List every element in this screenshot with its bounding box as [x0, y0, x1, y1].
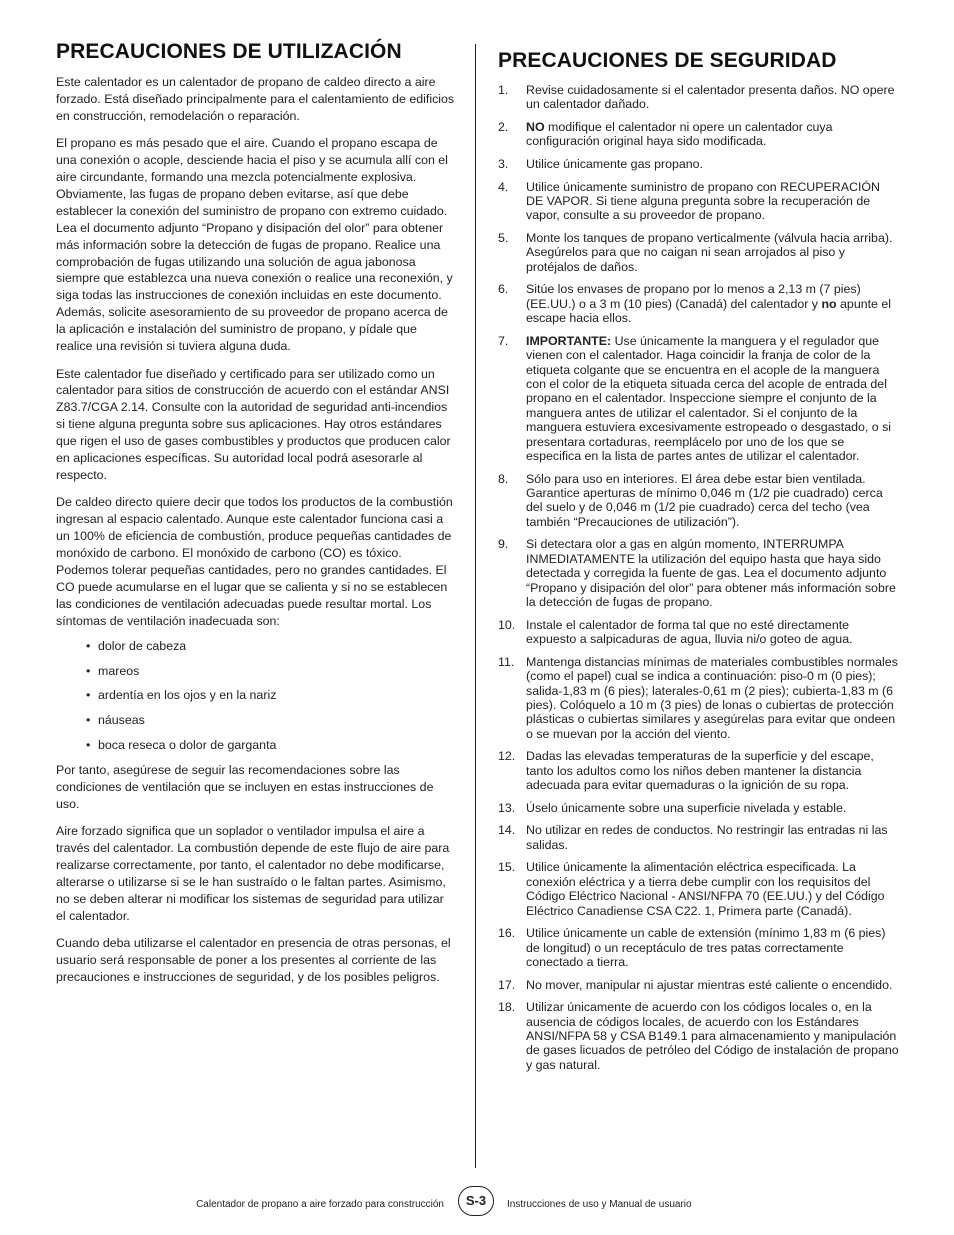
list-item: 3. Utilice únicamente gas propano. — [498, 157, 704, 171]
symptom-list — [56, 638, 456, 755]
page-footer — [0, 1185, 954, 1225]
list-item: 13. Úselo únicamente sobre una superficie nivelada y estable. — [498, 800, 847, 815]
list-item: 9. Si detectara olor a gas en algún momento, INTERRUMPA INMEDIATAMENTE la utilización del equipo hasta que haya sido detectada y corregida la fuente de gas. Lea el documento adjunto “Propano y disipación del olor” para obtener más información sobre la detección de fugas de propano. — [498, 537, 896, 610]
safety-rules-list — [498, 83, 900, 1072]
paragraph: El propano es más pesado que el aire. Cuando el propano escapa de una conexión o acople, desciende hacia el piso y se acumula allí con el aire circundante, formando una mezcla potencialmente explosiva. Obviamente, las fugas de propano deben evitarse, así que debe establecer la conexión del suministro de propano con extremo cuidado. Lea el documento adjunto “Propano y disipación del olor” para obtener más información sobre la detección de fugas de propano. Realice una comprobación de fugas utilizando una solución de agua jabonosa siempre que establezca una nueva conexión o realice una reconexión, y siga todas las instrucciones de conexión incluidas en este documento. Además, solicite asesoramiento de su proveedor de propano acerca de la aplicación e instalación del suministro de propano, y pídale que realice una revisión si tuviera alguna duda. — [56, 136, 453, 354]
paragraph: De caldeo directo quiere decir que todos los productos de la combustión ingresan al espacio calentado. Aunque este calentador funciona casi a un 100% de eficiencia de combustión, produce pequeñas cantidades de monóxido de carbono. El monóxido de carbono (CO) es tóxico. Podemos tolerar pequeñas cantidades, pero no grandes cantidades. El CO puede acumularse en el lugar que se calienta y si no se establecen las condiciones de ventilación adecuadas puede resultar mortal. Los síntomas de ventilación inadecuada son: — [56, 495, 453, 628]
usage-precautions-title: PRECAUCIONES DE UTILIZACIÓN — [56, 40, 402, 63]
list-item: • náuseas — [86, 713, 145, 728]
paragraph: Aire forzado significa que un soplador o ventilador impulsa el aire a través del calentador. La combustión depende de este flujo de aire para realizarse correctamente, por tanto, el calentador no debe modificarse, alterarse o utilizarse si se le han sustraído o le faltan partes. Asimismo, no se deben alterar ni modificar los sistemas de seguridad para utilizar el calentador. — [56, 824, 450, 923]
column-divider — [475, 44, 476, 1168]
usage-precautions-column — [56, 40, 456, 997]
list-item: 6. Sitúe los envases de propano por lo menos a 2,13 m (7 pies) (EE.UU.) o a 3 m (10 pies) (Canadá) del calentador y no apunte el escape hacia ellos. — [498, 282, 892, 326]
list-item: 15. Utilice únicamente la alimentación eléctrica especificada. La conexión eléctrica y a tierra debe cumplir con los requisitos del Código Eléctrico Nacional - ANSI/NFPA 70 (EE.UU.) y del Código Eléctrico Canadiense CSA C22. 1, Primera parte (Canadá). — [498, 860, 885, 918]
list-item: • boca reseca o dolor de garganta — [86, 738, 277, 753]
paragraph: Este calentador fue diseñado y certificado para ser utilizado como un calentador para sitios de construcción de acuerdo con el estándar ANSI Z83.7/CGA 2.14. Consulte con la autoridad de seguridad anti-incendios si tiene alguna pregunta sobre sus aplicaciones. Hay otros estándares que rigen el uso de gases combustibles y productos que producen calor en aplicaciones específicas. Su autoridad local podrá asesorarle al respecto. — [56, 366, 451, 482]
list-item: • ardentía en los ojos y en la nariz — [86, 688, 277, 703]
list-item: • dolor de cabeza — [86, 638, 187, 653]
list-item: 10. Instale el calentador de forma tal que no esté directamente expuesto a salpicaduras de agua, lluvia ni/o goteo de agua. — [498, 617, 853, 647]
list-item: 4. Utilice únicamente suministro de propano con RECUPERACIÓN DE VAPOR. Si tiene alguna pregunta sobre la recuperación de vapor, consulte a su proveedor de propano. — [498, 179, 880, 223]
list-item: 16. Utilice únicamente un cable de extensión (mínimo 1,83 m (6 pies) de longitud) o un receptáculo de tres patas correctamente conectado a tierra. — [498, 926, 886, 969]
list-item: 7. IMPORTANTE: Use únicamente la manguera y el regulador que vienen con el calentador. Haga coincidir la franja de color de la etiqueta colgante que se encuentra en el acople de la manguera con el color de la etiqueta situada cerca del acople de entrada del propano en el calentador. Inspeccione siempre el conjunto de la manguera antes de utilizar el calentador. Si el conjunto de la manguera estuviera excesivamente estropeado o desgastado, o si presentara cortaduras, reemplácelo por uno de los que se especifica en la lista de partes antes de utilizar el calentador. — [498, 333, 892, 464]
list-item: 14. No utilizar en redes de conductos. No restringir las entradas ni las salidas. — [498, 823, 888, 852]
paragraph: Este calentador es un calentador de propano de caldeo directo a aire forzado. Está diseñado principalmente para el calentamiento de edificios en construcción, remodelación o reparación. — [56, 75, 455, 123]
footer-manual-name: Instrucciones de uso y Manual de usuario — [507, 1199, 692, 1210]
list-item: 17. No mover, manipular ni ajustar mientras esté caliente o encendido. — [498, 977, 893, 992]
list-item: 5. Monte los tanques de propano verticalmente (válvula hacia arriba). Asegúrelos para que no caigan ni sean arrojados al piso y protéjalos de daños. — [498, 231, 893, 274]
paragraph: Por tanto, asegúrese de seguir las recomendaciones sobre las condiciones de ventilación que se incluyen en estas instrucciones de uso. — [56, 763, 434, 811]
list-item: 1. Revise cuidadosamente si el calentador presenta daños. NO opere un calentador dañado. — [498, 83, 895, 112]
list-item: 11. Mantenga distancias mínimas de materiales combustibles normales (como el papel) cual se indica a continuación: piso-0 m (0 pies); salida-1,83 m (6 pies); laterales-0,61 m (2 pies); cubierta-1,83 m (6 pies). Colóquelo a 10 m (3 pies) de lonas o cubiertas de protección plásticas o cubiertas similares y asegúrelas para evitar que ondeen o se muevan por la acción del viento. — [498, 654, 898, 741]
paragraph: Cuando deba utilizarse el calentador en presencia de otras personas, el usuario será responsable de poner a los presentes al corriente de las precauciones e instrucciones de seguridad, y de los posibles peligros. — [56, 936, 451, 985]
list-item: 12. Dadas las elevadas temperaturas de la superficie y del escape, tanto los adultos como los niños deben mantener la distancia adecuada para evitar quemaduras o la ignición de su ropa. — [498, 749, 874, 793]
page-number-badge: S-3 — [458, 1186, 494, 1216]
footer-product-name: Calentador de propano a aire forzado para construcción — [196, 1199, 444, 1210]
list-item: 8. Sólo para uso en interiores. El área debe estar bien ventilada. Garantice aperturas de mínimo 0,046 m (1/2 pie cuadrado) cerca del suelo y de 0,046 m (1/2 pie cuadrado) cerca del techo (vea también “Precauciones de utilización”). — [498, 471, 883, 529]
list-item: 18. Utilizar únicamente de acuerdo con los códigos locales o, en la ausencia de códigos locales, de acuerdo con los Estándares ANSI/NFPA 58 y CSA B149.1 para almacenamiento y manipulación de gases licuados de petróleo del Código de instalación de propano y gas natural. — [498, 1000, 899, 1072]
list-item: 2. NO modifique el calentador ni opere un calentador cuya configuración original haya sido modificada. — [498, 120, 833, 149]
safety-precautions-column — [498, 49, 900, 1080]
list-item: • mareos — [86, 663, 140, 678]
safety-precautions-title: PRECAUCIONES DE SEGURIDAD — [498, 49, 837, 72]
